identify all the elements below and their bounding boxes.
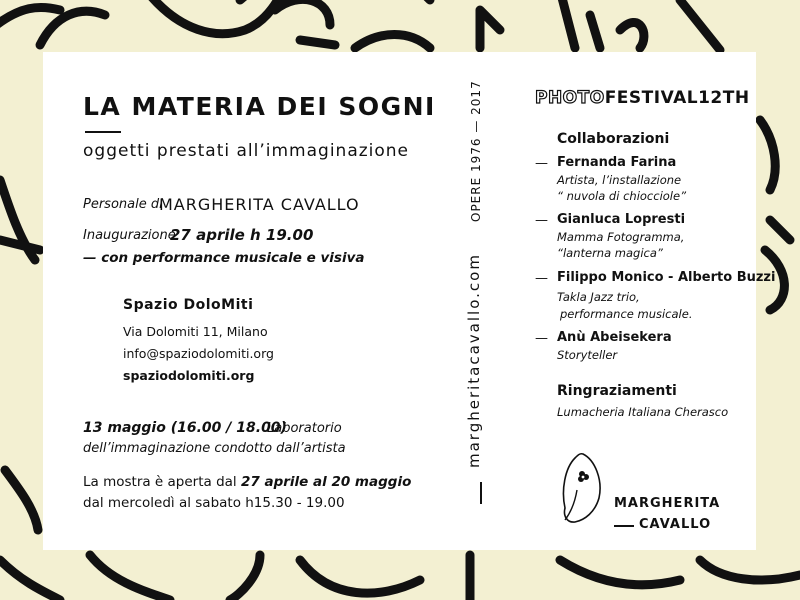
opening-prefix: La mostra è aperta dal [83, 474, 237, 490]
logo-last-name: CAVALLO [639, 517, 712, 532]
festival-photo-word: PHOTO [535, 88, 605, 108]
collab-desc: performance musicale. [560, 307, 693, 321]
artist-name: MARGHERITA CAVALLO [159, 195, 360, 214]
artist-logo-icon [555, 450, 607, 526]
venue-name: Spazio DoloMiti [123, 297, 254, 313]
collab-desc: Artista, l’installazione [557, 173, 682, 187]
festival-name: FESTIVAL12TH [604, 88, 750, 108]
spine-years: OPERE 1976 — 2017 [469, 80, 483, 222]
thanks-heading: Ringraziamenti [557, 383, 677, 399]
collab-desc: “lanterna magica” [557, 246, 663, 260]
collaborations-heading: Collaborazioni [557, 131, 670, 147]
inauguration-date: 27 aprile h 19.00 [170, 226, 314, 244]
collab-desc: “ nuvola di chiocciole” [557, 189, 687, 203]
lab-date: 13 maggio (16.00 / 18.00) [83, 420, 287, 436]
personale-label: Personale di [83, 197, 163, 212]
page-title: LA MATERIA DEI SOGNI [83, 92, 436, 121]
venue-address: Via Dolomiti 11, Milano [123, 324, 268, 339]
collab-name: Filippo Monico - Alberto Buzzi [557, 270, 776, 285]
collab-dash: — [535, 331, 548, 346]
collab-desc: Takla Jazz trio, [557, 290, 640, 304]
festival-logo [535, 88, 750, 108]
spine-dash [480, 482, 482, 504]
subtitle: oggetti prestati all’immaginazione [83, 141, 410, 161]
collab-desc: Storyteller [557, 348, 618, 362]
collab-dash: — [535, 156, 548, 171]
thanks-text: Lumacheria Italiana Cherasco [557, 405, 729, 419]
spine-website-link[interactable]: margheritacavallo.com [465, 253, 483, 468]
collab-dash: — [535, 271, 548, 286]
logo-first-name: MARGHERITA [614, 496, 721, 511]
venue-website-link[interactable]: spaziodolomiti.org [123, 368, 255, 383]
inauguration-label: Inaugurazione [83, 228, 176, 243]
collab-name: Gianluca Lopresti [557, 212, 686, 227]
collab-desc: Mamma Fotogramma, [557, 230, 685, 244]
collab-name: Fernanda Farina [557, 155, 677, 170]
opening-dates [83, 474, 411, 490]
title-underline [85, 131, 121, 133]
lab-description: dell’immaginazione condotto dall’artista [83, 441, 346, 456]
logo-dash [614, 525, 634, 527]
opening-hours: dal mercoledì al sabato h15.30 - 19.00 [83, 495, 345, 511]
invitation-card [43, 52, 776, 550]
lab-text: Laboratorio [267, 421, 342, 436]
collab-dash: — [535, 213, 548, 228]
performance-note: — con performance musicale e visiva [83, 250, 365, 266]
opening-range: 27 aprile al 20 maggio [240, 474, 412, 490]
venue-email-link[interactable]: info@spaziodolomiti.org [123, 346, 274, 361]
collab-name: Anù Abeisekera [557, 330, 672, 345]
